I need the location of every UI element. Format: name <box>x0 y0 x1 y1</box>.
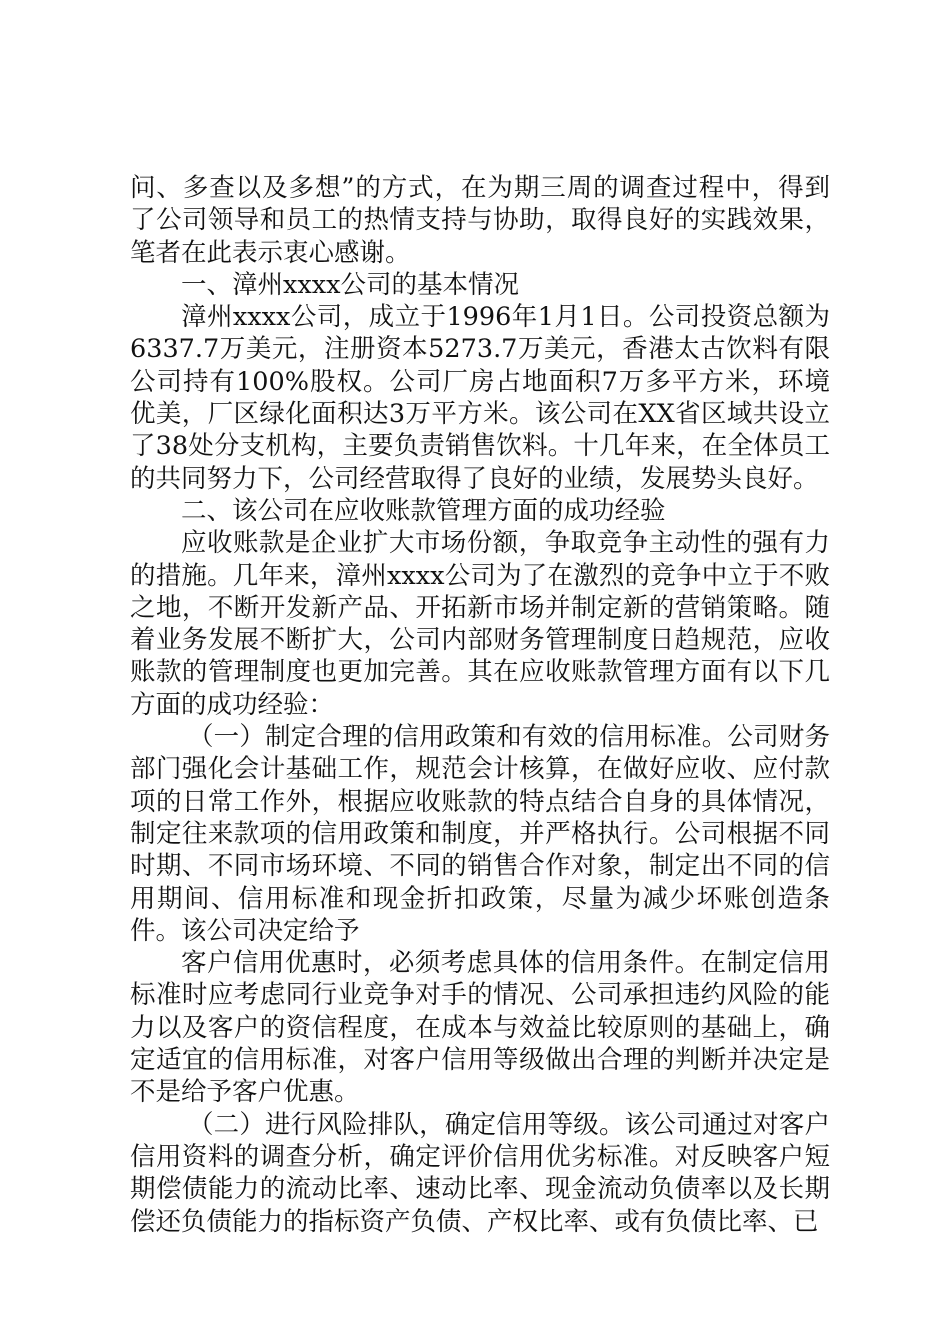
paragraph-risk-ranking: （二）进行风险排队，确定信用等级。该公司通过对客户信用资料的调查分析，确定评价信用优劣标准。对反映客户短期偿债能力的流动比率、速动比率、现金流动负债率以及长期偿还负债能力的指标资产负债、产权比率、或有负债比率、已 <box>130 1109 830 1237</box>
paragraph-continued-intro: 问、多查以及多想”的方式，在为期三周的调查过程中，得到了公司领导和员工的热情支持与协助，取得良好的实践效果，笔者在此表示衷心感谢。 <box>130 173 830 268</box>
paragraph-receivables-intro: 应收账款是企业扩大市场份额，争取竞争主动性的强有力的措施。几年来，漳州xxxx公司为了在激烈的竞争中立于不败之地，不断开发新产品、开拓新市场并制定新的营销策略。随着业务发展不断扩大，公司内部财务管理制度日趋规范，应收账款的管理制度也更加完善。其在应收账款管理方面有以下几方面的成功经验： <box>130 528 830 720</box>
heading-success-experience: 二、该公司在应收账款管理方面的成功经验 <box>181 495 666 526</box>
paragraph-credit-policy: （一）制定合理的信用政策和有效的信用标准。公司财务部门强化会计基础工作，规范会计核算，在做好应收、应付款项的日常工作外，根据应收账款的特点结合自身的具体情况，制定往来款项的信用政策和制度，并严格执行。公司根据不同时期、不同市场环境、不同的销售合作对象，制定出不同的信用期间、信用标准和现金折扣政策，尽量为减少坏账创造条件。该公司决定给予 <box>130 722 830 946</box>
paragraph-credit-conditions: 客户信用优惠时，必须考虑具体的信用条件。在制定信用标准时应考虑同行业竞争对手的情况、公司承担违约风险的能力以及客户的资信程度，在成本与效益比较原则的基础上，确定适宜的信用标准，对客户信用等级做出合理的判断并决定是不是给予客户优惠。 <box>130 948 830 1108</box>
paragraph-company-overview: 漳州xxxx公司，成立于1996年1月1日。公司投资总额为6337.7万美元，注册资本5273.7万美元，香港太古饮料有限公司持有100%股权。公司厂房占地面积7万多平方米，环境优美，厂区绿化面积达3万平方米。该公司在XX省区域共设立了38处分支机构，主要负责销售饮料。十几年来，在全体员工的共同努力下，公司经营取得了良好的业绩，发展势头良好。 <box>130 302 830 494</box>
document-page <box>130 172 830 1238</box>
heading-basic-info: 一、漳州xxxx公司的基本情况 <box>181 269 520 300</box>
